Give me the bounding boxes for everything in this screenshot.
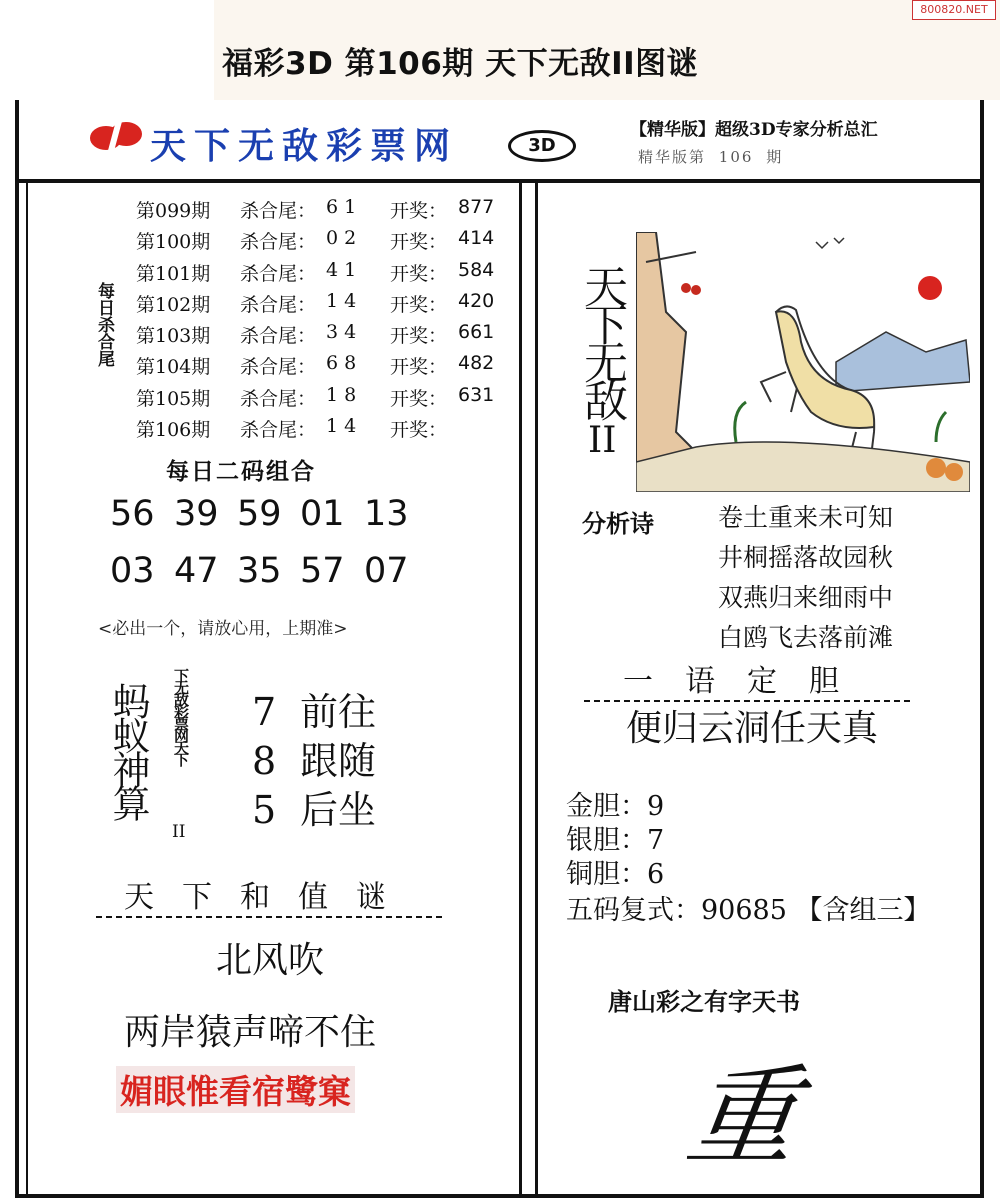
kill-digits: 4 1 — [326, 259, 357, 281]
kill-period: 第106期 — [136, 419, 211, 441]
pair-code: 47 — [174, 551, 219, 591]
3d-badge: 3D — [508, 130, 576, 162]
draw-number: 482 — [458, 352, 495, 374]
gold-dan: 金胆：9 — [566, 791, 665, 822]
header-divider — [15, 179, 984, 183]
draw-number: 420 — [458, 290, 495, 312]
frame-bottom — [15, 1194, 984, 1198]
kill-label: 杀合尾： — [240, 263, 317, 285]
column-divider-b — [535, 183, 538, 1196]
lottery-logo-icon — [88, 116, 144, 156]
right-vertical-title: 天下无敌 — [576, 264, 627, 416]
ant-item — [252, 737, 376, 786]
column-divider-a — [519, 183, 522, 1196]
pair-code: 59 — [237, 494, 282, 534]
issue-number: 106 — [718, 148, 754, 166]
draw-label: 开奖： — [390, 200, 448, 222]
kill-label: 杀合尾： — [240, 294, 317, 316]
kill-digits: 1 8 — [326, 384, 357, 406]
bronze-dan: 铜胆：6 — [566, 859, 665, 890]
kill-digits: 6 1 — [326, 196, 357, 218]
kill-period: 第101期 — [136, 263, 211, 285]
landscape-goat-illustration — [636, 232, 970, 492]
draw-number: 877 — [458, 196, 495, 218]
yiyu-title: 一语定胆 — [584, 656, 910, 702]
kill-label: 杀合尾： — [240, 356, 317, 378]
signature-glyph: 重 — [679, 1055, 806, 1180]
ant-list — [252, 688, 376, 835]
poem-label: 分析诗 — [582, 509, 654, 538]
draw-number: 584 — [458, 259, 495, 281]
draw-label: 开奖： — [390, 294, 448, 316]
sum-riddle-title: 天下和值谜 — [96, 872, 442, 918]
issue-line — [638, 146, 783, 167]
kill-digits: 1 4 — [326, 290, 357, 312]
issue-prefix: 精华版第 — [638, 148, 707, 166]
sum-line-1: 北风吹 — [216, 940, 325, 981]
kill-label: 杀合尾： — [240, 388, 317, 410]
daily-kill-label: 每日杀合尾 — [94, 282, 114, 367]
pair-code: 56 — [110, 494, 155, 534]
two-code-title: 每日二码组合 — [166, 458, 316, 485]
ant-word: 跟随 — [300, 739, 377, 783]
sum-line-2: 两岸猿声啼不住 — [124, 1012, 377, 1053]
poem-line: 井桐摇落故园秋 — [718, 543, 894, 572]
draw-number: 661 — [458, 321, 495, 343]
poem-line: 双燕归来细雨中 — [718, 583, 894, 612]
draw-label: 开奖： — [390, 263, 448, 285]
kill-digits: 3 4 — [326, 321, 357, 343]
ant-item — [252, 786, 376, 835]
sum-line-3: 媚眼惟看宿鹭窠 — [116, 1066, 355, 1113]
left-inner-line — [26, 183, 28, 1196]
draw-label: 开奖： — [390, 388, 448, 410]
draw-label: 开奖： — [390, 231, 448, 253]
frame-left — [15, 100, 19, 1198]
draw-label: 开奖： — [390, 356, 448, 378]
draw-label: 开奖： — [390, 325, 448, 347]
kill-period: 第105期 — [136, 388, 211, 410]
pair-code: 57 — [300, 551, 345, 591]
page-title: 福彩3D 第106期 天下无敌II图谜 — [222, 46, 699, 82]
kill-period: 第099期 — [136, 200, 211, 222]
right-vertical-title-2: II — [588, 420, 617, 461]
tangshan-title: 唐山彩之有字天书 — [608, 987, 800, 1016]
site-logo-text: 天下无敌彩票网 — [150, 125, 459, 167]
pair-code: 13 — [364, 494, 409, 534]
five-code-combo: 五码复式：90685 【含组三】 — [566, 895, 931, 926]
draw-number: 414 — [458, 227, 495, 249]
watermark-badge: 800820.NET — [912, 0, 996, 20]
kill-digits: 1 4 — [326, 415, 357, 437]
ant-side-label: 下无敌彩票网天下 — [172, 668, 190, 764]
edition-title: 【精华版】超级3D专家分析总汇 — [630, 120, 878, 140]
ant-item — [252, 688, 376, 737]
frame-right — [980, 100, 984, 1198]
ant-num: 5 — [252, 788, 277, 832]
draw-number: 631 — [458, 384, 495, 406]
ant-side-label-2: II — [172, 822, 186, 842]
ant-title: 蚂蚁神算 — [106, 682, 150, 818]
ant-word: 后坐 — [300, 788, 377, 832]
kill-label: 杀合尾： — [240, 419, 317, 441]
guarantee-note: <必出一个，请放心用，上期准> — [98, 619, 348, 639]
kill-label: 杀合尾： — [240, 231, 317, 253]
silver-dan: 银胆：7 — [566, 825, 665, 856]
pair-code: 01 — [300, 494, 345, 534]
kill-period: 第104期 — [136, 356, 211, 378]
pair-code: 07 — [364, 551, 409, 591]
ant-num: 8 — [252, 739, 277, 783]
pair-code: 35 — [237, 551, 282, 591]
yiyu-text: 便归云洞任天真 — [626, 708, 879, 749]
kill-period: 第100期 — [136, 231, 211, 253]
kill-label: 杀合尾： — [240, 325, 317, 347]
ant-num: 7 — [252, 690, 277, 734]
kill-period: 第102期 — [136, 294, 211, 316]
kill-digits: 0 2 — [326, 227, 357, 249]
issue-suffix: 期 — [766, 148, 784, 166]
ant-word: 前往 — [300, 690, 377, 734]
kill-digits: 6 8 — [326, 352, 357, 374]
draw-label: 开奖： — [390, 419, 448, 441]
kill-label: 杀合尾： — [240, 200, 317, 222]
poem-line: 卷土重来未可知 — [718, 503, 894, 532]
pair-code: 39 — [174, 494, 219, 534]
kill-period: 第103期 — [136, 325, 211, 347]
pair-code: 03 — [110, 551, 155, 591]
poem-line: 白鸥飞去落前滩 — [718, 623, 894, 652]
